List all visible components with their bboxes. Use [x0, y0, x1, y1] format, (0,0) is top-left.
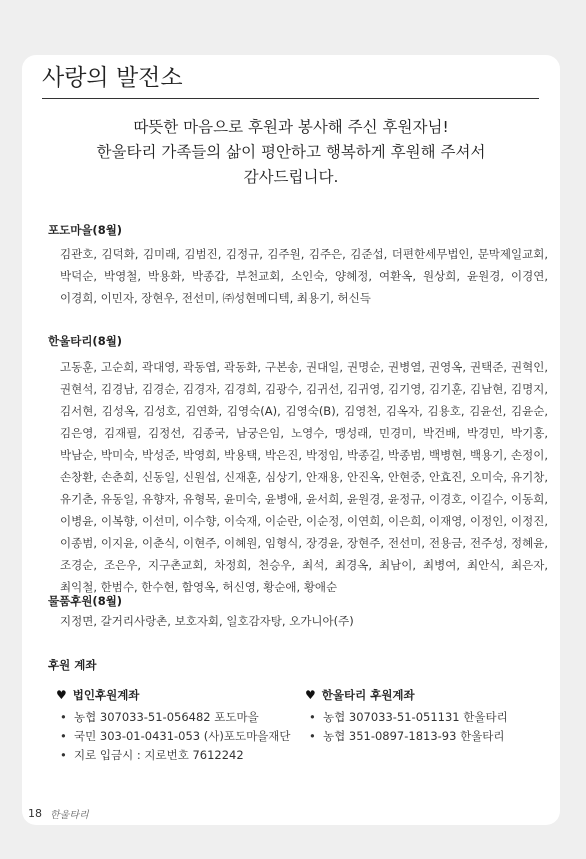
account-text: 농협 307033-51-051131 한울타리	[323, 709, 508, 724]
list-item	[56, 707, 306, 726]
page-footer	[28, 806, 89, 821]
list-item	[56, 726, 306, 745]
intro-line-3: 감사드립니다.	[243, 168, 339, 186]
grape-donor-names: 김관호, 김덕화, 김미래, 김범진, 김정규, 김주원, 김주은, 김준섭, 더편한세무법인, 문막제일교회, 박덕순, 박영철, 박용화, 박종갑, 부천교회, 소인숙, 양혜정, 여환옥, 원상희, 윤원경, 이경연, 이경희, 이민자, 장현우, 전선미, ㈜성현메디텍, 최용기, 허신득	[60, 247, 548, 305]
corporate-account-title: 법인후원계좌	[72, 688, 140, 702]
hanultari-account-block	[305, 685, 545, 745]
heart-icon: ♥	[305, 688, 316, 702]
hanultari-account-list	[305, 707, 545, 745]
bullet-icon: •	[60, 728, 67, 743]
intro-message	[22, 115, 560, 190]
hanultari-logo: 한울타리	[50, 810, 89, 821]
hanultari-donor-names: 고동훈, 고순희, 곽대영, 곽동엽, 곽동화, 구본송, 권대일, 권명순, 권병열, 권영옥, 권택준, 권혁인, 권현석, 김경남, 김경순, 김경자, 김경희, 김광수, 김귀선, 김귀영, 김기영, 김기훈, 김남현, 김명지, 김서현, 김성옥, 김성호, 김연화, 김영숙(A), 김영숙(B), 김영천, 김옥자, 김용호, 김윤선, 김윤순, 김은영, 김재필, 김정선, 김종국, 남궁은임, 노영수, 맹성래, 민경미, 박건배, 박경민, 박기홍, 박남순, 박미숙, 박성준, 박영희, 박용택, 박은진, 박정임, 박종길, 박종범, 백병현, 백용기, 손정이, 손창환, 손춘희, 신동일, 신원섭, 신재훈, 심상기, 안재용, 안진옥, 안현중, 안효진, 오미숙, 유기창, 유기춘, 유동일, 유향자, 유형목, 윤미숙, 윤병애, 윤서희, 윤원경, 윤정규, 이경호, 이길수, 이동희, 이병윤, 이복향, 이선미, 이수향, 이숙재, 이순란, 이순정, 이연희, 이은희, 이재영, 이정인, 이정진, 이종범, 이지윤, 이춘식, 이현주, 이혜원, 임형식, 장경윤, 장현주, 전선미, 전용금, 전주성, 정혜윤, 조경순, 조은우, 지구촌교회, 차정희, 천승우, 최석, 최경옥, 최남이, 최병여, 최안식, 최은자, 최익철, 한범수, 한수현, 함영옥, 허신영, 황순애, 황애순	[60, 360, 548, 594]
page-title: 사랑의 발전소	[42, 65, 183, 91]
list-item	[56, 745, 306, 764]
corporate-account-list	[56, 707, 306, 764]
corporate-account-title-row	[56, 685, 306, 705]
grape-section-heading: 포도마을(8월)	[48, 223, 123, 237]
account-text: 지로 입금시 : 지로번호 7612242	[74, 747, 244, 762]
intro-line-2: 한울타리 가족들의 삶이 평안하고 행복하게 후원해 주셔서	[96, 143, 486, 161]
goods-donor-names: 지정면, 갈거리사랑촌, 보호자회, 일호감자탕, 오가니아(주)	[60, 614, 354, 628]
account-text: 농협 307033-51-056482 포도마을	[74, 709, 259, 724]
corporate-account-block	[56, 685, 306, 764]
page-number: 18	[28, 807, 42, 820]
goods-section-heading: 물품후원(8월)	[48, 594, 123, 608]
account-text: 국민 303-01-0431-053 (사)포도마을재단	[74, 728, 291, 743]
bullet-icon: •	[309, 709, 316, 724]
bullet-icon: •	[60, 747, 67, 762]
title-divider	[42, 98, 539, 99]
hanultari-section-heading: 한울타리(8월)	[48, 334, 123, 348]
accounts-section-heading: 후원 계좌	[48, 658, 97, 672]
bullet-icon: •	[60, 709, 67, 724]
list-item	[305, 726, 545, 745]
hanultari-account-title: 한울타리 후원계좌	[321, 688, 415, 702]
list-item	[305, 707, 545, 726]
bullet-icon: •	[309, 728, 316, 743]
heart-icon: ♥	[56, 688, 67, 702]
account-text: 농협 351-0897-1813-93 한울타리	[323, 728, 505, 743]
hanultari-account-title-row	[305, 685, 545, 705]
content-card	[22, 55, 560, 825]
intro-line-1: 따뜻한 마음으로 후원과 봉사해 주신 후원자님!	[133, 118, 449, 136]
